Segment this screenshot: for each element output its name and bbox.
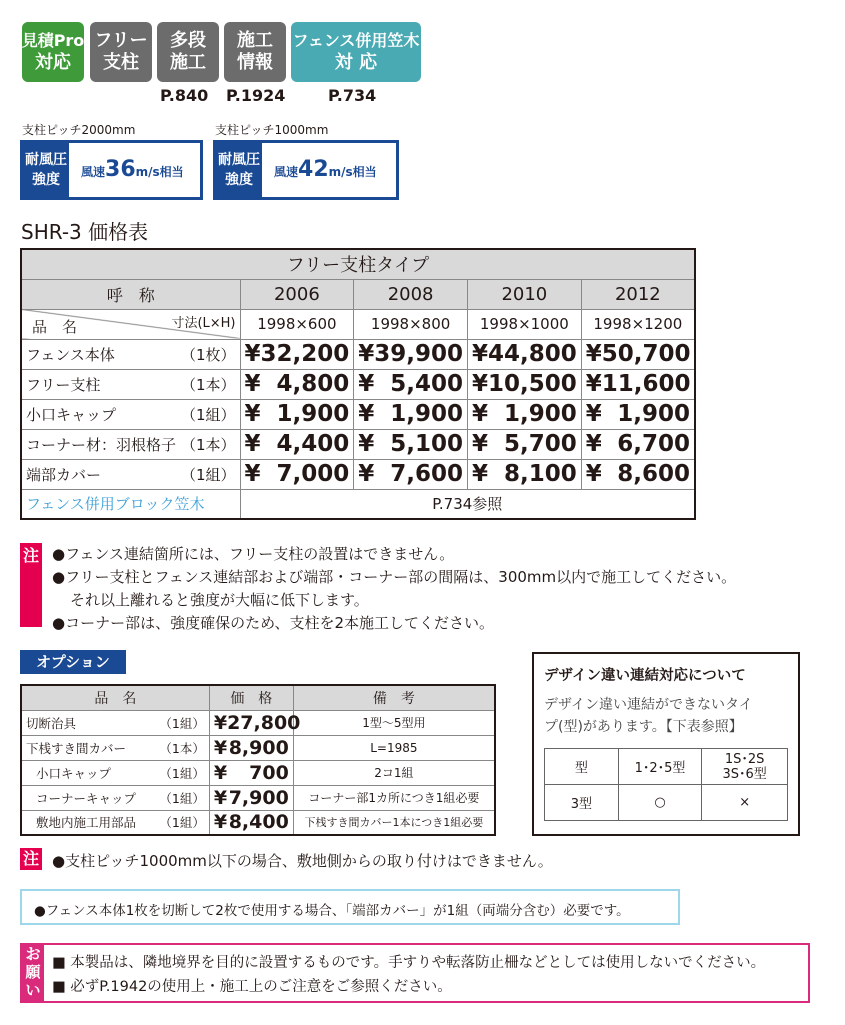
option-table: [20, 684, 496, 836]
yen-sign: ¥: [471, 341, 488, 367]
badge-line2: 情報: [237, 52, 273, 73]
table-row: [21, 760, 495, 785]
sunpo-label: 寸法(L×H): [171, 315, 236, 331]
badge-line2: 対 応: [334, 52, 378, 73]
design-text: デザイン違い連結ができないタイ: [544, 697, 753, 713]
badge-line1: フェンス併用笠木: [292, 31, 420, 50]
info-box: [20, 889, 680, 925]
block-kasagi-ref: P.734参照: [240, 489, 695, 519]
wind-label: [216, 143, 262, 197]
item-name: 小口キャップ: [36, 765, 112, 781]
item-name: 下桟すき間カバー: [26, 740, 127, 756]
option-remark: 下桟すき間カバー1本につき1組必要: [293, 810, 495, 835]
item-name: 切断治具: [26, 715, 77, 731]
yen-sign: ¥: [213, 736, 228, 759]
price-cell: [354, 369, 468, 399]
yen-sign: ¥: [585, 371, 602, 397]
item-qty: （1本）: [180, 375, 236, 394]
model-2010: 2010: [467, 279, 581, 309]
price-value: 39,900: [374, 341, 464, 367]
wind-value: [274, 157, 377, 182]
table-row: [21, 429, 695, 459]
note-line: ●フリー支柱とフェンス連結部および端部・コーナー部の間隔は、300mm以内で施工してください。: [52, 568, 737, 586]
design-cell: ○: [618, 785, 702, 821]
note-line: ●コーナー部は、強度確保のため、支柱を2本施工してください。: [52, 614, 495, 632]
price-value: 7,600: [390, 461, 463, 487]
design-box: [532, 652, 800, 836]
price-value: 5,700: [503, 431, 577, 457]
yen-sign: ¥: [213, 786, 228, 809]
price-cell: [581, 429, 695, 459]
option-name: [21, 785, 209, 810]
option-name: [21, 710, 209, 735]
option-remark: L=1985: [293, 735, 495, 760]
yen-sign: ¥: [358, 371, 375, 397]
price-cell: [581, 339, 695, 369]
price-value: 5,400: [390, 371, 463, 397]
design-header-line: 1S･2S: [724, 751, 765, 767]
block-kasagi-link[interactable]: フェンス併用ブロック笠木: [21, 489, 240, 519]
design-title: デザイン違い連結対応について: [544, 668, 746, 684]
item-name: コーナー材：羽根格子: [26, 435, 177, 454]
design-header: 1･2･5型: [618, 749, 702, 785]
yen-sign: ¥: [358, 341, 375, 367]
page-ref: P.1924: [226, 86, 286, 105]
yen-sign: ¥: [244, 371, 261, 397]
price-value: 50,700: [601, 341, 691, 367]
option-price: [209, 810, 293, 835]
yen-sign: ¥: [244, 341, 261, 367]
yen-sign: ¥: [471, 401, 488, 427]
badge-construction-info: [224, 22, 286, 82]
price-cell: [354, 399, 468, 429]
option-remark: 1型〜5型用: [293, 710, 495, 735]
wind-prefix: 風速: [274, 165, 299, 179]
item-qty: （1組）: [159, 790, 205, 806]
yen-sign: ¥: [213, 761, 228, 784]
row-name: [21, 339, 240, 369]
table-row: [21, 810, 495, 835]
item-name: 小口キャップ: [26, 405, 117, 424]
yen-sign: ¥: [358, 461, 375, 487]
price-table: [20, 248, 696, 520]
price-value: 1,900: [276, 401, 350, 427]
type-header: フリー支柱タイプ: [21, 249, 695, 279]
price-value: 27,800: [227, 711, 301, 734]
table-row: [21, 710, 495, 735]
price-value: 44,800: [488, 341, 577, 367]
price-value: 11,600: [601, 371, 691, 397]
price-cell: [354, 429, 468, 459]
item-name: 端部カバー: [26, 465, 102, 484]
design-cell: ×: [702, 785, 788, 821]
yen-sign: ¥: [471, 461, 488, 487]
note-mark-text: 注: [22, 849, 39, 868]
badge-fence-kasagi: [291, 22, 421, 82]
option-title: [20, 650, 126, 674]
badge-line2: 対応: [35, 52, 71, 73]
badge-line1: 見積Pro: [21, 31, 85, 50]
yen-sign: ¥: [471, 431, 488, 457]
wind-value: [81, 157, 184, 182]
badge-line2: 施工: [170, 52, 206, 73]
note-mark: [20, 848, 42, 870]
row-name: [21, 399, 240, 429]
badge-mitsumori-pro: [22, 22, 84, 82]
price-value: 8,400: [228, 811, 289, 834]
option-price: [209, 785, 293, 810]
wind-suffix: m/s相当: [328, 165, 377, 179]
yen-sign: ¥: [244, 431, 261, 457]
option-name: [21, 810, 209, 835]
design-header-line: 3S･6型: [722, 766, 767, 782]
option-price: [209, 735, 293, 760]
wind-suffix: m/s相当: [135, 165, 184, 179]
table-row: [21, 459, 695, 489]
design-header: [702, 749, 788, 785]
info-text: ●フェンス本体1枚を切断して2枚で使用する場合、「端部カバー」が1組（両端分含む）必要です。: [34, 903, 630, 919]
price-value: 8,600: [617, 461, 690, 487]
item-name: コーナーキャップ: [36, 790, 137, 806]
item-qty: （1本）: [180, 435, 236, 454]
table-row: [21, 339, 695, 369]
request-line: ■ 本製品は、隣地境界を目的に設置するものです。手すりや転落防止柵などとしては使用しないでください。: [52, 955, 766, 971]
option-header-name: 品 名: [21, 685, 209, 710]
price-value: 8,900: [228, 736, 289, 759]
table-row: [21, 369, 695, 399]
wind-box: [213, 140, 399, 200]
request-mark-char: 願: [25, 963, 41, 981]
price-value: 6,700: [617, 431, 690, 457]
badge-line1: 施工: [237, 30, 273, 51]
yen-sign: ¥: [358, 431, 375, 457]
row-name: [21, 369, 240, 399]
price-cell: [240, 369, 354, 399]
option-remark: コーナー部1カ所につき1組必要: [293, 785, 495, 810]
size-cell: 1998×1200: [581, 309, 695, 339]
price-value: 7,900: [228, 786, 289, 809]
price-value: 5,100: [390, 431, 463, 457]
price-cell: [581, 369, 695, 399]
hinmei-label: 品 名: [32, 317, 78, 336]
wind-speed: 42: [298, 157, 329, 182]
wind-label-line2: 強度: [225, 172, 253, 188]
price-value: 1,900: [390, 401, 463, 427]
item-qty: （1枚）: [180, 345, 236, 364]
request-box: [20, 943, 810, 1003]
price-cell: [354, 339, 468, 369]
wind-label-line1: 耐風圧: [25, 152, 67, 168]
wind-label-line1: 耐風圧: [218, 152, 260, 168]
price-value: 700: [249, 761, 289, 784]
item-qty: （1組）: [159, 765, 205, 781]
note-mark-text: 注: [22, 546, 39, 565]
price-cell: [240, 399, 354, 429]
design-cell: 3型: [545, 785, 619, 821]
badge-line1: フリー: [94, 30, 148, 51]
item-name: フェンス本体: [26, 345, 115, 364]
request-line: ■ 必ずP.1942の使用上・施工上のご注意をご参照ください。: [52, 979, 452, 995]
size-cell: 1998×800: [354, 309, 468, 339]
badge-multi-stage: [157, 22, 219, 82]
request-mark-char: お: [25, 945, 41, 963]
item-qty: （1組）: [180, 465, 236, 484]
yen-sign: ¥: [585, 401, 602, 427]
row-name: [21, 429, 240, 459]
design-header: 型: [545, 749, 619, 785]
price-value: 1,900: [617, 401, 690, 427]
wind-label-line2: 強度: [32, 172, 60, 188]
request-mark-char: い: [25, 981, 41, 999]
note-line: それ以上離れると強度が大幅に低下します。: [70, 591, 369, 609]
note-line: ●フェンス連結箇所には、フリー支柱の設置はできません。: [52, 545, 455, 563]
yobi-header: 呼 称: [21, 279, 240, 309]
badge-line2: 支柱: [103, 52, 139, 73]
price-value: 4,800: [276, 371, 350, 397]
price-cell: [467, 459, 581, 489]
table-row: [21, 785, 495, 810]
row-name: [21, 459, 240, 489]
badge-free-post: [90, 22, 152, 82]
yen-sign: ¥: [213, 711, 228, 734]
price-cell: [581, 399, 695, 429]
model-2008: 2008: [354, 279, 468, 309]
note-line: ●支柱ピッチ1000mm以下の場合、敷地側からの取り付けはできません。: [52, 852, 553, 870]
model-2012: 2012: [581, 279, 695, 309]
yen-sign: ¥: [244, 401, 261, 427]
price-cell: [467, 399, 581, 429]
option-remark: 2コ1組: [293, 760, 495, 785]
price-cell: [354, 459, 468, 489]
price-value: 10,500: [488, 371, 577, 397]
option-title-text: オプション: [36, 653, 110, 671]
price-value: 7,000: [276, 461, 350, 487]
item-qty: （1組）: [180, 405, 236, 424]
wind-box: [20, 140, 203, 200]
yen-sign: ¥: [213, 811, 228, 834]
table-row: [21, 735, 495, 760]
item-name: 敷地内施工用部品: [36, 815, 137, 831]
price-cell: [240, 459, 354, 489]
option-price: [209, 710, 301, 735]
option-price: [209, 760, 293, 785]
yen-sign: ¥: [585, 461, 602, 487]
option-header-remark: 備 考: [293, 685, 495, 710]
yen-sign: ¥: [471, 371, 488, 397]
price-cell: [467, 369, 581, 399]
price-value: 32,200: [260, 341, 350, 367]
header-cell: [21, 309, 240, 339]
price-cell: [467, 339, 581, 369]
yen-sign: ¥: [585, 431, 602, 457]
item-qty: （1組）: [159, 715, 205, 731]
option-header-price: 価 格: [209, 685, 293, 710]
size-cell: 1998×1000: [467, 309, 581, 339]
design-table: [544, 748, 788, 821]
item-name: フリー支柱: [26, 375, 101, 394]
price-cell: [240, 429, 354, 459]
model-2006: 2006: [240, 279, 354, 309]
price-table-title: SHR-3 価格表: [21, 220, 149, 244]
item-qty: （1本）: [159, 740, 205, 756]
page-ref: P.840: [160, 86, 209, 105]
yen-sign: ¥: [585, 341, 602, 367]
option-name: [21, 735, 209, 760]
yen-sign: ¥: [358, 401, 375, 427]
yen-sign: ¥: [244, 461, 261, 487]
page-ref: P.734: [328, 86, 377, 105]
wind-prefix: 風速: [81, 165, 106, 179]
option-name: [21, 760, 209, 785]
price-cell: [240, 339, 354, 369]
pitch-label: 支柱ピッチ2000mm: [22, 123, 136, 137]
note-mark: [20, 543, 42, 627]
item-qty: （1組）: [159, 815, 205, 831]
price-value: 8,100: [503, 461, 577, 487]
price-cell: [581, 459, 695, 489]
price-value: 1,900: [503, 401, 577, 427]
table-row: [21, 489, 695, 519]
size-cell: 1998×600: [240, 309, 354, 339]
design-text: プ(型)があります。【下表参照】: [544, 719, 743, 735]
wind-speed: 36: [105, 157, 136, 182]
badge-line1: 多段: [170, 30, 206, 51]
table-row: [21, 399, 695, 429]
wind-label: [23, 143, 69, 197]
pitch-label: 支柱ピッチ1000mm: [215, 123, 329, 137]
price-value: 4,400: [276, 431, 350, 457]
request-mark: [22, 945, 44, 1001]
price-cell: [467, 429, 581, 459]
